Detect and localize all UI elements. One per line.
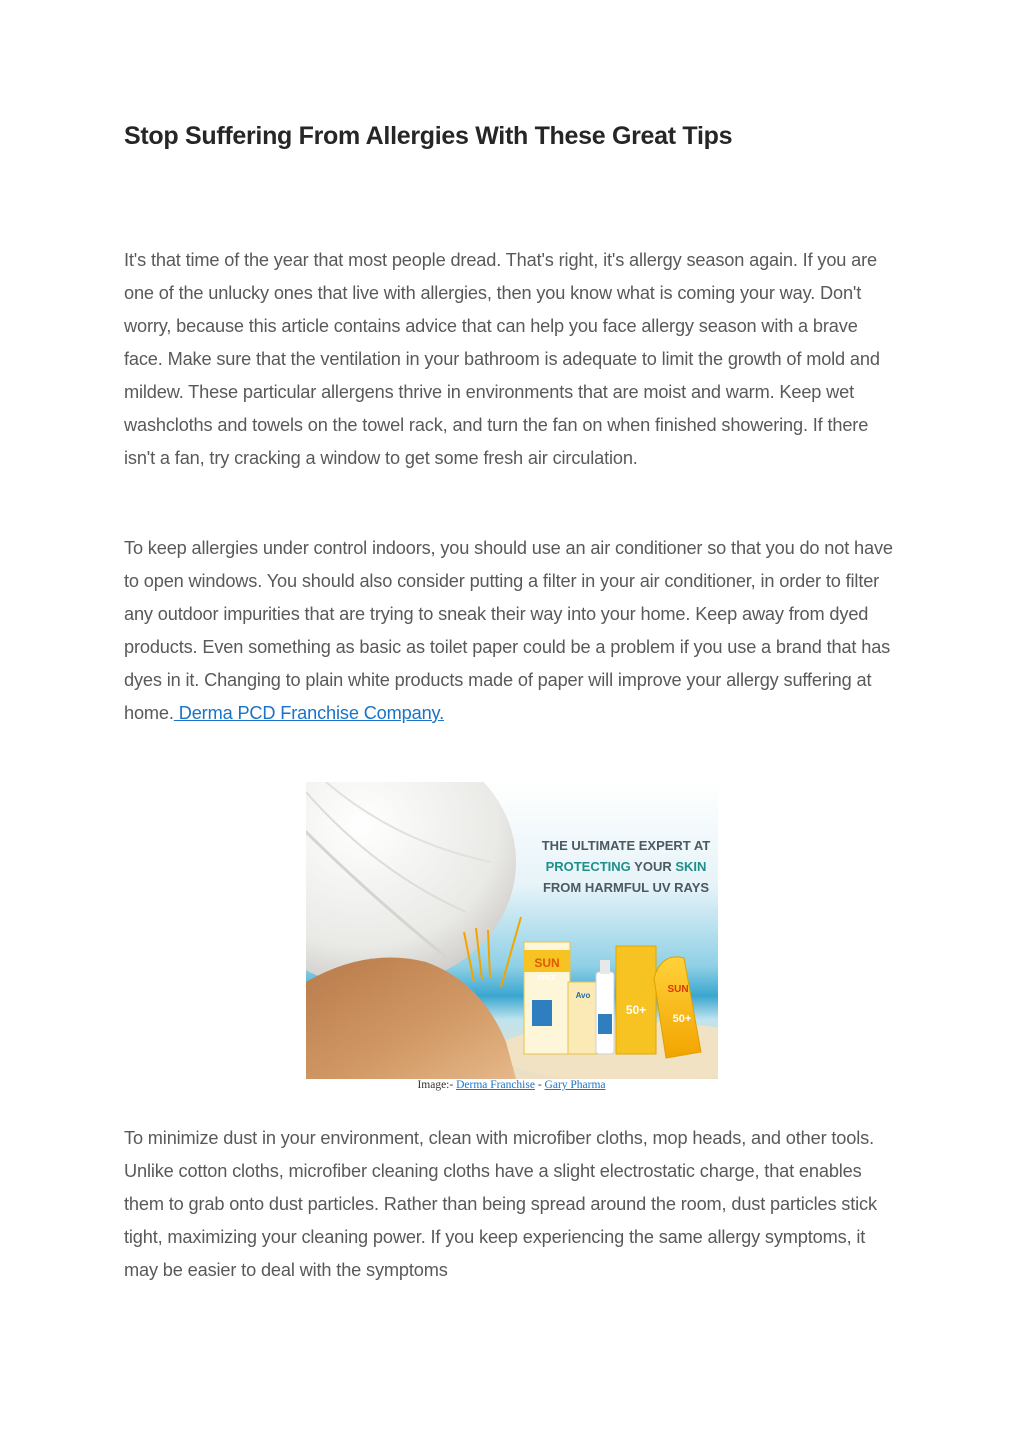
gary-pharma-link[interactable]: Gary Pharma [544,1079,606,1091]
ad-headline-your: YOUR [630,859,676,874]
derma-pcd-franchise-link[interactable]: Derma PCD Franchise Company. [173,703,445,723]
derma-franchise-link[interactable]: Derma Franchise [456,1079,535,1091]
paragraph-text: To keep allergies under control indoors, you should use an air conditioner so that you do not have to open windows. You should also consider putting a filter in your air conditioner, in order to filter any outdoor impurities that are trying to sneak their way into your home. Keep away from dyed products. Even something as basic as toilet paper could be a problem if you use a brand that has dyes in it. Changing to plain white products made of paper will improve your allergy suffering at home. [124,538,893,723]
page-title: Stop Suffering From Allergies With These Great Tips [124,122,733,150]
ad-headline-protecting: PROTECTING [545,859,631,874]
paragraph-indoor-control [124,532,900,730]
spf50-box-label: 50+ [625,1003,647,1017]
sunfree-brand: SUN [534,956,560,970]
sunscreen-ad-image [306,782,718,1079]
spf50-box [616,946,656,1054]
tube-brand: SUN [667,984,689,995]
caption-separator: - [534,1079,545,1091]
ad-headline-line1: THE ULTIMATE EXPERT AT [541,838,711,853]
spray-bottle [596,960,614,1054]
ad-headline-line3: FROM HARMFUL UV RAYS [542,880,710,895]
tube-spf: 50+ [672,1013,692,1025]
ad-headline-line2 [546,859,707,874]
image-caption [0,1079,1023,1091]
avo-box [568,982,598,1054]
sunscreen-ad-illustration [306,782,718,1079]
avo-label: Avo [575,991,591,1000]
sunfree-box [524,942,570,1054]
caption-prefix: Image:- [417,1079,457,1091]
ad-headline-skin: SKIN [675,859,707,874]
paragraph-intro: It's that time of the year that most people dread. That's right, it's allergy season again. If you are one of the unlucky ones that live with allergies, then you know what is coming your way. Don't worry, because this article contains advice that can help you face allergy season with a brave face. Make sure that the ventilation in your bathroom is adequate to limit the growth of mold and mildew. These particular allergens thrive in environments that are moist and warm. Keep wet washcloths and towels on the towel rack, and turn the fan on when finished showering. If there isn't a fan, try cracking a window to get some fresh air circulation. [124,250,880,468]
sunfree-suffix: FREE [537,975,557,982]
paragraph-dust: To minimize dust in your environment, clean with microfiber cloths, mop heads, and other tools. Unlike cotton cloths, microfiber cleaning cloths have a slight electrostatic charge, that enables them to grab onto dust particles. Rather than being spread around the room, dust particles stick tight, maximizing your cleaning power. If you keep experiencing the same allergy symptoms, it may be easier to deal with the symptoms [124,1128,877,1280]
